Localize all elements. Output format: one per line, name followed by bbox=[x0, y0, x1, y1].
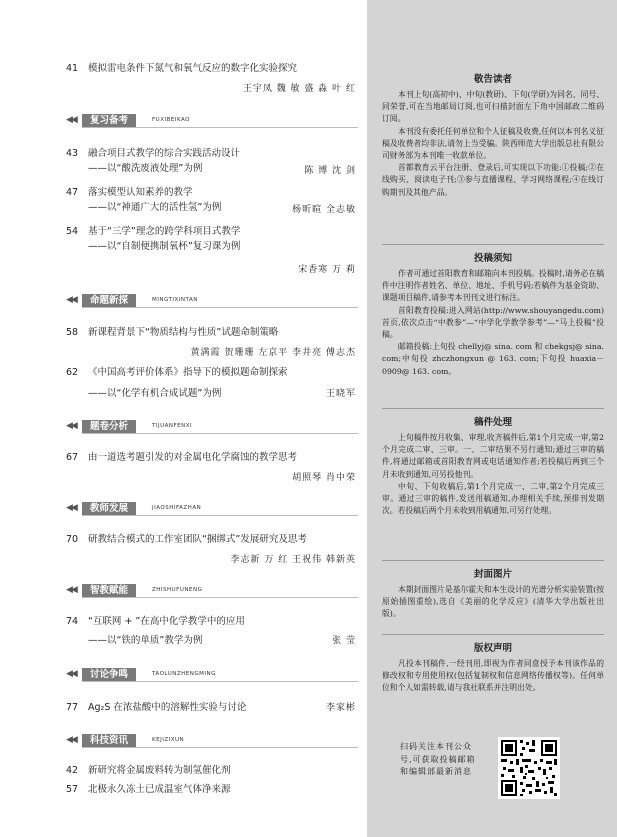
notice-heading: 稿件处理 bbox=[473, 417, 512, 428]
submission-guide bbox=[382, 250, 604, 378]
toc-entry[interactable] bbox=[66, 367, 356, 407]
manuscript-processing bbox=[382, 414, 604, 517]
section-pinyin: FUXIBEIKAO bbox=[152, 117, 190, 123]
divider bbox=[82, 747, 358, 748]
article-authors: 陈 博 沈 剑 bbox=[304, 166, 356, 176]
article-subtitle: ——以“铁的单质”教学为例 bbox=[88, 635, 203, 646]
chevron-left-icon: ◀◀ bbox=[66, 115, 76, 125]
article-authors: 杨昕暄 全志敏 bbox=[292, 205, 356, 215]
copyright-notice bbox=[382, 640, 604, 695]
article-title: 融合项目式教学的综合实践活动设计 bbox=[88, 148, 241, 159]
article-subtitle: ——以“自制便携制氧杯”复习课为例 bbox=[88, 241, 241, 252]
article-title: 模拟雷电条件下氮气和氧气反应的数字化实验探究 bbox=[88, 63, 298, 74]
article-title: 《中国高考评价体系》指导下的模拟题命制探索 bbox=[88, 367, 288, 378]
toc-entry[interactable] bbox=[66, 534, 356, 566]
page-number: 47 bbox=[66, 187, 79, 198]
article-subtitle: ——以“酸洗废液处理”为例 bbox=[88, 163, 203, 174]
article-authors: 王宇凤 魏 敏 盛 淼 叶 红 bbox=[242, 84, 356, 94]
notice-heading: 投稿须知 bbox=[473, 253, 512, 264]
notice-paragraph: 作者可通过首阳教育和邮箱向本刊投稿。投稿时,请务必在稿件中注明作者姓名、单位、地址、手机号码;若稿件为基金资助、课题项目稿件,请参考本刊刊文进行标注。 bbox=[382, 269, 604, 303]
chevron-left-icon: ◀◀ bbox=[66, 669, 76, 679]
section-label: 复习备考 bbox=[82, 114, 136, 128]
section-header bbox=[66, 734, 358, 748]
section-label: 智教赋能 bbox=[82, 584, 136, 598]
notice-paragraph: 首阳教育投稿:进入网站(http://www.shouyangedu.com)首页,依次点击“中教参”—“中学化学教学参考”—“马上投稿”投稿。 bbox=[382, 305, 604, 340]
article-title: Ag₂S 在浓盐酸中的溶解性实验与讨论 bbox=[88, 702, 247, 713]
notice-paragraph: 首都教育云平台注册、登录后,可实现以下功能:①投稿;②在线购买、阅读电子刊;③参与直播课程、学习网络课程;④在线订购期刊及其他产品。 bbox=[382, 163, 604, 197]
section-header bbox=[66, 502, 358, 516]
divider bbox=[82, 307, 358, 308]
divider bbox=[82, 127, 358, 128]
chevron-left-icon: ◀◀ bbox=[66, 585, 76, 595]
toc-entry[interactable] bbox=[66, 148, 356, 180]
divider bbox=[382, 560, 604, 561]
section-header bbox=[66, 294, 358, 308]
article-title: 落实模型认知素养的教学 bbox=[88, 187, 193, 198]
section-header bbox=[66, 114, 358, 128]
notice-paragraph: 中旬、下旬收稿后,第1个月完成一、二审,第2个月完成三审。通过三审的稿件,发送用稿通知,办理相关手续,预排刊发期次。若投稿后两个月未收到用稿通知,可另行处理。 bbox=[382, 481, 604, 516]
article-title: 北极永久冻土已成温室气体净来源 bbox=[88, 784, 231, 795]
article-title: 新课程背景下“物质结构与性质”试题命制策略 bbox=[88, 327, 279, 338]
article-subtitle: ——以“神通广大的活性氢”为例 bbox=[88, 202, 222, 213]
notice-paragraph: 本期封面图片是基尔霍夫和本生设计的光谱分析实验装置(按原始插图重绘),选自《美丽的化学反应》(清华大学出版社出版)。 bbox=[382, 585, 604, 619]
page-number: 62 bbox=[66, 367, 79, 378]
section-label: 命题新探 bbox=[82, 294, 136, 308]
section-label: 科技资讯 bbox=[82, 734, 136, 748]
page-number: 67 bbox=[66, 452, 79, 463]
section-pinyin: TIJUANFENXI bbox=[152, 423, 193, 429]
divider bbox=[382, 634, 604, 635]
qr-caption: 扫码关注本刊公众号,可获取投稿邮箱和编辑部最新消息 bbox=[400, 742, 476, 776]
notice-heading: 封面图片 bbox=[473, 569, 512, 580]
qr-code-icon[interactable] bbox=[498, 737, 560, 799]
toc-entry[interactable] bbox=[66, 187, 356, 219]
toc-entry[interactable] bbox=[66, 63, 356, 95]
article-title: 新研究将金属废料转为制氢催化剂 bbox=[88, 765, 231, 776]
page-number: 58 bbox=[66, 327, 79, 338]
page-number: 54 bbox=[66, 226, 79, 237]
article-authors: 王晓军 bbox=[325, 389, 356, 399]
divider bbox=[382, 408, 604, 409]
chevron-left-icon: ◀◀ bbox=[66, 421, 76, 431]
notice-paragraph: 本刊上旬(高初中)、中旬(教研)、下旬(学研)为同名、同号、同荣誉,可在当地邮局订阅,也可扫描封面左下角中国邮政二维码订阅。 bbox=[382, 90, 604, 124]
notice-column bbox=[367, 0, 617, 837]
chevron-left-icon: ◀◀ bbox=[66, 735, 76, 745]
article-title: 由一道选考题引发的对金属电化学腐蚀的教学思考 bbox=[88, 452, 298, 463]
article-title: “互联网 + ”在高中化学教学中的应用 bbox=[88, 616, 245, 627]
chevron-left-icon: ◀◀ bbox=[66, 503, 76, 513]
page-number: 77 bbox=[66, 702, 79, 713]
section-pinyin: JIAOSHIFAZHAN bbox=[152, 505, 202, 511]
toc-entry[interactable] bbox=[66, 784, 356, 798]
section-header bbox=[66, 420, 358, 434]
section-pinyin: TAOLUNZHENGMING bbox=[152, 671, 216, 677]
section-pinyin: KEJIZIXUN bbox=[152, 737, 185, 743]
section-header bbox=[66, 668, 358, 682]
divider bbox=[382, 244, 604, 245]
page-number: 74 bbox=[66, 616, 79, 627]
article-title: 基于“三学”理念的跨学科项目式教学 bbox=[88, 226, 241, 237]
toc-entry[interactable] bbox=[66, 327, 356, 359]
article-authors: 张 莹 bbox=[332, 636, 356, 646]
toc-entry[interactable] bbox=[66, 226, 356, 274]
page-number: 43 bbox=[66, 148, 79, 159]
toc-entry[interactable] bbox=[66, 765, 356, 779]
article-authors: 宋香寒 万 莉 bbox=[298, 265, 356, 275]
notice-heading: 版权声明 bbox=[473, 643, 512, 654]
divider bbox=[82, 681, 358, 682]
section-label: 教师发展 bbox=[82, 502, 136, 516]
page-number: 70 bbox=[66, 534, 79, 545]
article-authors: 黄满霞 贺珊珊 左京平 李井亮 傅志杰 bbox=[190, 348, 356, 358]
divider bbox=[82, 433, 358, 434]
section-header bbox=[66, 584, 358, 598]
notice-heading: 敬告读者 bbox=[473, 74, 512, 85]
chevron-left-icon: ◀◀ bbox=[66, 295, 76, 305]
article-authors: 李家彬 bbox=[325, 703, 356, 713]
toc-entry[interactable] bbox=[66, 616, 356, 652]
section-pinyin: MINGTIXINTAN bbox=[152, 297, 198, 303]
readers-notice bbox=[382, 71, 604, 199]
divider bbox=[82, 597, 358, 598]
article-authors: 胡照琴 肖中荣 bbox=[292, 473, 356, 483]
section-label: 讨论争鸣 bbox=[82, 668, 136, 682]
article-authors: 李志新 万 红 王祝伟 韩新英 bbox=[230, 555, 356, 565]
notice-paragraph: 本刊没有委托任何单位和个人征稿及收费,任何以本刊名义征稿及收费者均非法,请勿上当受骗。陕西师范大学出版总社有限公司财务部为本刊唯一收款单位。 bbox=[382, 126, 604, 161]
section-pinyin: ZHISHUFUNENG bbox=[152, 587, 203, 593]
page-number: 57 bbox=[66, 784, 79, 795]
notice-paragraph: 上旬稿件按月收集、审理,收齐稿件后,第1个月完成一审,第2个月完成二审、三审。一、二审结果不另行通知;通过三审的稿件,将通过邮箱或首阳教育网或电话通知作者;若投稿后两到三个月未收到通知,可另投他刊。 bbox=[382, 433, 604, 479]
toc-entry[interactable] bbox=[66, 452, 356, 484]
article-title: 研教结合模式的工作室团队“捆绑式”发展研究及思考 bbox=[88, 534, 307, 545]
page-number: 41 bbox=[66, 63, 79, 74]
divider bbox=[82, 515, 358, 516]
section-label: 题卷分析 bbox=[82, 420, 136, 434]
cover-note bbox=[382, 566, 604, 621]
page-number: 42 bbox=[66, 765, 79, 776]
notice-paragraph: 凡投本刊稿件,一经刊用,即视为作者同意授予本刊该作品的修改权和专用使用权(包括复制权和信息网络传播权等)。任何单位和个人如需转载,请与我社联系并注明出处。 bbox=[382, 659, 604, 693]
notice-paragraph: 邮箱投稿:上旬投 chellyj@ sina. com 和 chekgsj@ sina. com;中旬投 zhczhongxun @ 163. com;下旬投 huaxia－0909@ 163. com。 bbox=[382, 342, 604, 376]
article-subtitle: ——以“化学有机合成试题”为例 bbox=[88, 388, 222, 399]
toc-entry[interactable] bbox=[66, 702, 356, 718]
